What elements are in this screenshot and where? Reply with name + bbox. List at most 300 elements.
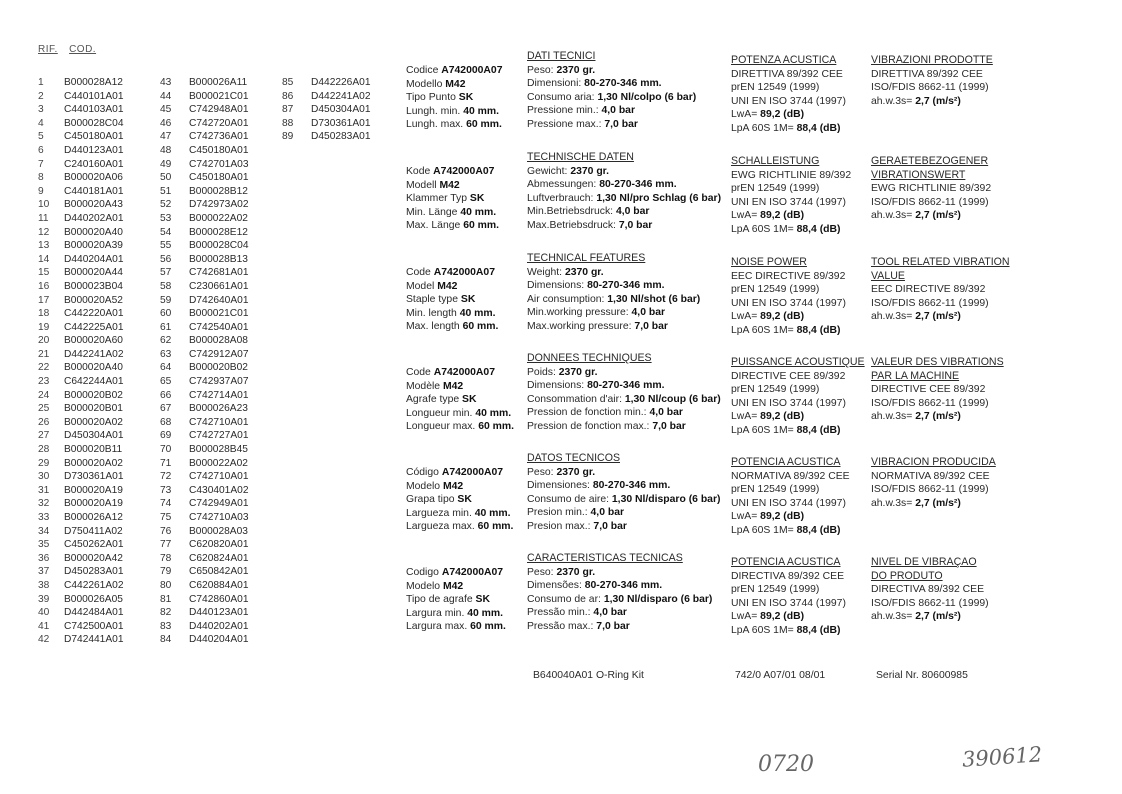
- acoustic-spec-text: DIRETTIVA 89/392 CEE: [731, 68, 843, 80]
- product-label-value: M42: [445, 78, 466, 90]
- tech-spec-value: 2370 gr.: [556, 566, 596, 578]
- tech-spec-line: [527, 520, 720, 534]
- part-code: B000020A19: [64, 484, 123, 496]
- vibration-spec-value: 2,7 (m/s²): [915, 411, 961, 423]
- ref-number: 13: [38, 240, 50, 252]
- parts-row: [160, 457, 248, 471]
- vibration-data: [871, 556, 989, 624]
- acoustic-spec-value: 89,2 (dB): [760, 511, 805, 523]
- tech-spec-line: [527, 566, 712, 580]
- ref-number: 41: [38, 620, 50, 632]
- parts-row: [282, 103, 370, 117]
- acoustic-spec-line: [731, 370, 865, 384]
- parts-row: [160, 525, 248, 539]
- product-label-text: Largueza max.: [406, 521, 478, 533]
- part-code: C642244A01: [64, 376, 124, 388]
- product-label-value: A742000A07: [441, 65, 503, 76]
- acoustic-spec-line: [731, 108, 846, 122]
- product-label-text: Staple type: [406, 294, 461, 306]
- tech-spec-text: Pressão min.:: [527, 607, 594, 619]
- parts-row: [160, 334, 248, 348]
- parts-row: [160, 280, 248, 294]
- tech-spec-text: Dimensions:: [527, 380, 588, 392]
- acoustic-spec-value: 89,2 (dB): [760, 611, 805, 623]
- tech-spec-value: 80-270-346 mm.: [592, 480, 671, 492]
- vibration-spec-text: NORMATIVA 89/392 CEE: [871, 470, 990, 482]
- part-code: C440101A01: [64, 90, 124, 102]
- acoustic-spec-line: [731, 182, 851, 196]
- product-label-line: [406, 393, 514, 407]
- product-label-line: [406, 78, 502, 92]
- parts-row: [160, 429, 248, 443]
- product-label-text: Min. Länge: [406, 206, 461, 218]
- acoustic-spec-line: [731, 624, 846, 638]
- ref-number: 5: [38, 131, 44, 143]
- ref-number: 28: [38, 444, 50, 456]
- tech-spec-line: [527, 466, 720, 480]
- ref-number: 7: [38, 158, 44, 170]
- ref-number: 53: [160, 212, 172, 224]
- product-label-text: Kode: [406, 166, 434, 177]
- part-code: B000020A19: [64, 498, 123, 510]
- tech-spec-line: [527, 293, 700, 307]
- parts-row: [38, 402, 123, 416]
- vibration-spec-line: [871, 397, 1004, 411]
- part-code: B000028B12: [189, 185, 248, 197]
- part-code: C742710A03: [189, 512, 249, 523]
- acoustic-spec-line: [731, 610, 846, 624]
- parts-row: [160, 389, 248, 403]
- tech-spec-line: [527, 64, 696, 78]
- technical-data: [527, 151, 721, 233]
- tech-spec-line: [527, 479, 720, 493]
- ref-number: 9: [38, 185, 44, 197]
- part-code: B000020A40: [64, 362, 123, 374]
- ref-number: 25: [38, 403, 50, 415]
- parts-row: [160, 185, 248, 199]
- tech-spec-text: Pression de fonction min.:: [527, 407, 650, 419]
- acoustic-spec-text: DIRECTIVA 89/392 CEE: [731, 570, 844, 582]
- ref-number: 35: [38, 539, 50, 551]
- ref-number: 14: [38, 253, 50, 265]
- part-code: C450180A01: [64, 131, 124, 143]
- product-label-line: [406, 192, 499, 206]
- parts-row: [160, 103, 248, 117]
- acoustic-spec-line: [731, 497, 850, 511]
- acoustic-spec-text: prEN 12549 (1999): [731, 484, 820, 496]
- ref-number: 72: [160, 471, 172, 483]
- parts-row: [160, 620, 248, 634]
- product-label-value: 40 mm.: [459, 307, 496, 319]
- part-code: B000020A06: [64, 172, 123, 184]
- acoustic-spec-line: [731, 169, 851, 183]
- acoustic-spec-text: UNI EN ISO 3744 (1997): [731, 95, 846, 107]
- parts-row: [160, 117, 248, 131]
- parts-row: [38, 389, 123, 403]
- part-code: D450283A01: [64, 566, 124, 578]
- acoustic-data: [731, 155, 851, 237]
- tech-spec-value: 1,30 Nl/colpo (6 bar): [597, 91, 697, 103]
- parts-row: [38, 633, 123, 647]
- vibration-title: VALEUR DES VIBRATIONS: [871, 356, 1004, 368]
- vibration-data: [871, 456, 996, 510]
- tech-spec-text: Presion max.:: [527, 520, 594, 532]
- product-label-text: Modello: [406, 78, 446, 90]
- parts-row: [38, 606, 123, 620]
- vibration-spec-text: ISO/FDIS 8662-11 (1999): [871, 196, 989, 208]
- acoustic-spec-text: EWG RICHTLINIE 89/392: [731, 169, 852, 181]
- ref-number: 4: [38, 117, 44, 129]
- product-label-value: 60 mm.: [462, 321, 499, 333]
- tech-spec-text: Max.Betriebsdruck:: [527, 219, 619, 231]
- acoustic-spec-text: LwA=: [731, 109, 761, 121]
- part-code: B000028A03: [189, 525, 248, 537]
- acoustic-spec-line: [731, 483, 850, 497]
- part-code: C742714A01: [189, 389, 249, 401]
- vibration-data: [871, 256, 1010, 324]
- part-code: B000022A02: [189, 212, 248, 224]
- tech-spec-value: 4,0 bar: [631, 307, 666, 319]
- product-label-value: SK: [460, 294, 476, 306]
- product-label-value: 60 mm.: [477, 521, 514, 533]
- product-label-line: [406, 266, 498, 280]
- product-label-line: [406, 366, 514, 380]
- tech-spec-text: Dimensões:: [527, 580, 585, 592]
- parts-row: [160, 226, 248, 240]
- part-code: C742710A01: [189, 471, 249, 483]
- ref-number: 68: [160, 416, 172, 428]
- ref-number: 42: [38, 634, 50, 646]
- part-code: C430401A02: [189, 484, 249, 496]
- part-code: C442225A01: [64, 321, 124, 333]
- vibration-title: GERAETEBEZOGENER: [871, 155, 989, 167]
- parts-row: [160, 212, 248, 226]
- ref-number: 23: [38, 376, 50, 388]
- acoustic-spec-line: [731, 270, 846, 284]
- part-code: B000028A08: [189, 335, 248, 347]
- parts-row: [282, 76, 370, 90]
- vibration-spec-text: ah.w.3s=: [871, 210, 916, 222]
- tech-spec-text: Poids:: [527, 366, 559, 378]
- ref-number: 46: [160, 117, 172, 129]
- ref-number: 83: [160, 620, 172, 632]
- tech-spec-value: 4,0 bar: [593, 607, 627, 619]
- ref-number: 51: [160, 185, 172, 197]
- part-code: B000026A12: [64, 512, 123, 523]
- part-code: C742736A01: [189, 131, 249, 143]
- product-label-value: 40 mm.: [463, 105, 499, 117]
- acoustic-spec-line: [731, 470, 850, 484]
- technical-data: [527, 252, 700, 334]
- part-code: B000021C01: [189, 308, 249, 320]
- tech-spec-text: Dimensioni:: [527, 78, 585, 90]
- tech-spec-value: 2370 gr.: [558, 366, 598, 378]
- ref-number: 16: [38, 280, 50, 292]
- acoustic-spec-line: [731, 410, 865, 424]
- ref-number: 10: [38, 199, 50, 211]
- tech-spec-line: [527, 320, 700, 334]
- acoustic-spec-text: prEN 12549 (1999): [731, 384, 820, 396]
- product-label-text: Min. length: [406, 307, 460, 319]
- parts-row: [160, 130, 248, 144]
- part-code: C230661A01: [189, 280, 249, 292]
- vibration-spec-text: EWG RICHTLINIE 89/392: [871, 183, 992, 195]
- parts-row: [38, 429, 123, 443]
- ref-number: 19: [38, 321, 50, 333]
- ref-number: 65: [160, 376, 172, 388]
- parts-row: [38, 375, 123, 389]
- parts-row: [160, 294, 248, 308]
- vibration-spec-text: ISO/FDIS 8662-11 (1999): [871, 82, 989, 94]
- vibration-data: [871, 54, 993, 108]
- part-code: B000020A44: [64, 267, 123, 279]
- product-label-text: Max. Länge: [406, 220, 464, 232]
- ref-number: 21: [38, 348, 50, 360]
- tech-spec-value: 7,0 bar: [652, 420, 686, 432]
- tech-spec-value: 4,0 bar: [590, 507, 625, 519]
- tech-spec-text: Pressão max.:: [527, 620, 597, 632]
- product-label-text: Largura min.: [406, 607, 468, 619]
- ref-number: 17: [38, 294, 50, 306]
- part-code: B000022A02: [189, 457, 248, 469]
- part-code: C742710A01: [189, 416, 249, 428]
- tech-spec-value: 2370 gr.: [570, 165, 610, 177]
- product-label-text: Tipo Punto: [406, 92, 459, 104]
- ref-number: 52: [160, 199, 172, 211]
- tech-spec-value: 4,0 bar: [649, 407, 683, 419]
- vibration-spec-value: 2,7 (m/s²): [915, 210, 961, 222]
- product-label-value: SK: [457, 494, 472, 506]
- part-code: B000020A02: [64, 457, 123, 469]
- acoustic-spec-text: LpA 60S 1M=: [731, 122, 797, 134]
- part-code: C450180A01: [189, 172, 249, 184]
- tech-spec-value: 7,0 bar: [618, 219, 653, 231]
- acoustic-spec-value: 88,4 (dB): [796, 122, 841, 134]
- vibration-spec-text: EEC DIRECTIVE 89/392: [871, 284, 986, 296]
- ref-number: 29: [38, 457, 50, 469]
- vibration-title: VALUE: [871, 269, 905, 282]
- parts-row: [160, 266, 248, 280]
- parts-row: [38, 484, 123, 498]
- product-label-line: [406, 607, 506, 621]
- ref-number: 48: [160, 144, 172, 156]
- part-code: D440202A01: [189, 620, 249, 632]
- acoustic-spec-text: LpA 60S 1M=: [731, 223, 797, 235]
- parts-row: [38, 280, 123, 294]
- parts-row: [160, 307, 248, 321]
- product-label-text: Codigo: [406, 567, 442, 578]
- parts-row: [160, 198, 248, 212]
- product-label-line: [406, 280, 498, 294]
- technical-data-title: CARACTERISTICAS TECNICAS: [527, 552, 683, 564]
- vibration-spec-line: [871, 310, 1010, 324]
- ref-number: 20: [38, 335, 50, 347]
- vibration-spec-line: [871, 182, 991, 196]
- ref-number: 61: [160, 321, 172, 333]
- parts-row: [282, 130, 370, 144]
- product-label-value: 40 mm.: [474, 507, 511, 519]
- vibration-title: PAR LA MACHINE: [871, 369, 960, 382]
- part-code: D730361A01: [64, 471, 124, 483]
- acoustic-spec-value: 89,2 (dB): [760, 411, 805, 423]
- tech-spec-text: Consommation d'air:: [527, 393, 625, 405]
- acoustic-spec-line: [731, 383, 865, 397]
- tech-spec-text: Min.Betriebsdruck:: [527, 206, 616, 218]
- parts-row: [160, 402, 248, 416]
- parts-row: [160, 552, 248, 566]
- parts-row: [160, 484, 248, 498]
- ref-number: 1: [38, 77, 44, 88]
- vibration-spec-line: [871, 410, 1004, 424]
- ref-number: 31: [38, 484, 50, 496]
- spec-block: [406, 552, 1122, 652]
- part-code: C442261A02: [64, 579, 124, 591]
- parts-row: [38, 294, 123, 308]
- ref-number: 49: [160, 158, 172, 170]
- product-labels: [406, 466, 513, 534]
- vibration-spec-line: [871, 209, 991, 223]
- part-code: B000026A05: [64, 593, 123, 605]
- tech-spec-line: [527, 406, 721, 420]
- ref-number: 26: [38, 416, 50, 428]
- tech-spec-line: [527, 606, 712, 620]
- parts-row: [38, 579, 123, 593]
- part-code: C620824A01: [189, 552, 249, 564]
- parts-row: [38, 565, 123, 579]
- parts-row: [38, 198, 123, 212]
- product-labels: [406, 566, 506, 634]
- parts-column-3: [282, 76, 370, 144]
- ref-number: 71: [160, 457, 172, 469]
- part-code: C742540A01: [189, 321, 249, 333]
- acoustic-spec-value: 88,4 (dB): [796, 324, 841, 336]
- tech-spec-value: 4,0 bar: [601, 105, 636, 117]
- part-code: D730361A01: [311, 117, 371, 129]
- parts-row: [38, 103, 123, 117]
- product-label-line: [406, 179, 499, 193]
- product-labels: [406, 366, 514, 434]
- part-code: B000023B04: [64, 280, 123, 292]
- parts-row: [38, 76, 123, 90]
- spec-block: [406, 151, 1122, 251]
- part-code: D750411A02: [64, 525, 123, 537]
- acoustic-spec-text: EEC DIRECTIVE 89/392: [731, 270, 846, 282]
- product-label-text: Max. length: [406, 321, 463, 333]
- acoustic-spec-text: UNI EN ISO 3744 (1997): [731, 297, 846, 309]
- product-label-text: Klammer Typ: [406, 193, 470, 205]
- product-label-value: SK: [469, 193, 485, 205]
- parts-row: [38, 593, 123, 607]
- parts-row: [160, 497, 248, 511]
- vibration-spec-text: DIRECTIVE CEE 89/392: [871, 384, 986, 396]
- tech-spec-line: [527, 366, 721, 380]
- product-label-line: [406, 380, 514, 394]
- tech-spec-line: [527, 379, 721, 393]
- parts-row: [160, 606, 248, 620]
- tech-spec-text: Dimensions:: [527, 280, 588, 292]
- ref-number: 63: [160, 348, 172, 360]
- part-code: C450180A01: [189, 144, 249, 156]
- parts-row: [38, 321, 123, 335]
- product-label-text: Code: [406, 267, 434, 278]
- parts-row: [160, 511, 248, 525]
- parts-row: [160, 416, 248, 430]
- part-code: D440123A01: [189, 607, 249, 619]
- acoustic-spec-line: [731, 583, 846, 597]
- acoustic-spec-line: [731, 283, 846, 297]
- acoustic-spec-text: LwA=: [731, 411, 761, 423]
- product-label-text: Largura max.: [406, 621, 471, 633]
- acoustic-spec-text: NORMATIVA 89/392 CEE: [731, 470, 850, 482]
- parts-row: [38, 497, 123, 511]
- vibration-title: VIBRATIONSWERT: [871, 168, 966, 181]
- ref-number: 18: [38, 308, 50, 320]
- vibration-spec-text: ISO/FDIS 8662-11 (1999): [871, 597, 989, 609]
- product-label-line: [406, 420, 514, 434]
- part-code: D442241A02: [311, 90, 371, 102]
- vibration-spec-text: ISO/FDIS 8662-11 (1999): [871, 484, 989, 496]
- parts-row: [38, 552, 123, 566]
- ref-number: 67: [160, 403, 172, 415]
- parts-row: [38, 239, 123, 253]
- tech-spec-text: Dimensiones:: [527, 480, 593, 492]
- tech-spec-text: Presion min.:: [527, 507, 591, 519]
- parts-row: [38, 525, 123, 539]
- product-label-line: [406, 407, 514, 421]
- parts-row: [38, 620, 123, 634]
- tech-spec-value: 7,0 bar: [604, 118, 638, 130]
- product-label-value: 60 mm.: [470, 621, 506, 633]
- technical-data: [527, 352, 721, 434]
- acoustic-spec-text: prEN 12549 (1999): [731, 284, 820, 296]
- tech-spec-line: [527, 91, 696, 105]
- acoustic-spec-text: LpA 60S 1M=: [731, 624, 797, 636]
- parts-row: [38, 90, 123, 104]
- spec-block: [406, 352, 1122, 452]
- ref-number: 75: [160, 512, 172, 523]
- product-label-text: Modèle: [406, 380, 443, 392]
- product-label-line: [406, 105, 502, 119]
- ref-number: 3: [38, 104, 44, 116]
- tech-spec-value: 2370 gr.: [556, 64, 596, 76]
- acoustic-spec-line: [731, 122, 846, 136]
- acoustic-data: [731, 256, 846, 338]
- part-code: C742701A03: [189, 158, 249, 170]
- oring-kit-label: B640040A01 O-Ring Kit: [533, 670, 644, 681]
- vibration-title: VIBRAZIONI PRODOTTE: [871, 54, 993, 66]
- ref-number: 27: [38, 430, 50, 442]
- spec-block: [406, 452, 1122, 552]
- part-code: B000020A39: [64, 240, 123, 252]
- ref-number: 37: [38, 566, 50, 578]
- tech-spec-value: 2370 gr.: [564, 266, 604, 278]
- ref-number: 81: [160, 593, 172, 605]
- acoustic-spec-text: LpA 60S 1M=: [731, 324, 797, 336]
- ref-number: 64: [160, 362, 172, 374]
- ref-number: 43: [160, 77, 172, 88]
- parts-row: [160, 76, 248, 90]
- tech-spec-value: 1,30 Nl/pro Schlag (6 bar): [596, 192, 722, 204]
- parts-row: [38, 443, 123, 457]
- part-code: D742640A01: [189, 294, 249, 306]
- acoustic-title: POTENCIA ACUSTICA: [731, 456, 841, 468]
- ref-number: 70: [160, 444, 172, 456]
- parts-row: [38, 266, 123, 280]
- part-code: C742912A07: [189, 348, 249, 360]
- parts-row: [160, 593, 248, 607]
- acoustic-spec-text: LwA=: [731, 511, 761, 523]
- parts-row: [38, 144, 123, 158]
